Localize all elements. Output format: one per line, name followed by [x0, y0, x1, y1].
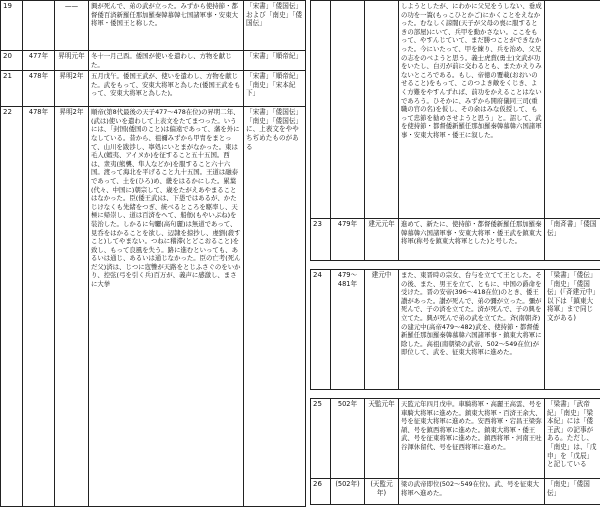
row-era: 昇明元年	[55, 51, 89, 71]
row-year: 502年	[331, 399, 365, 479]
table-row	[1, 71, 306, 107]
row-year: 479〜481年	[331, 270, 365, 390]
row-year: 479年	[331, 219, 365, 261]
row-source: 「梁書」「武帝紀」「南史」「梁本紀」には「倭王武」の記事がある。ただし、「南史」は、「戊申」を「戊辰」と記している	[545, 399, 600, 479]
row-text: 興が死んで、弟の武が立った。みずから使持節・都督倭百済新羅任那加羅秦韓慕韓七国諸軍事・安東大将軍・倭国王と称した。	[89, 1, 244, 51]
row-era: (天監元年)	[365, 479, 399, 505]
row-era: 昇明2年	[55, 107, 89, 507]
row-source: 「南史」「倭国伝」	[545, 479, 600, 505]
row-source: 「宋書」「倭国伝」および「南史」「倭国伝」	[244, 1, 306, 51]
row-text: 梁の武帝即位(502〜549在位)。武、号を征東大将軍へ進めた。	[399, 479, 545, 505]
row-number: 21	[1, 71, 23, 107]
row-text: 冬十一月己酉。倭国が使いを遣わし、方物を献じた。	[89, 51, 244, 71]
row-era: 建元中	[365, 270, 399, 390]
row-text: 五月戊午。倭国王武が、使いを遣わし、方物を献じた。武をもって、安東大将軍と為した(倭国王武をもって、安東大将軍と為した)。	[89, 71, 244, 107]
row-era: 昇明2年	[55, 71, 89, 107]
history-table-right	[310, 0, 600, 505]
row-text: 進めて、新たに、使持節・都督倭新羅任那加羅秦韓慕韓六国諸軍事・安東大将軍・倭王武を鎮東大将軍(称号を鎮東大将軍とした)と号した。	[399, 219, 545, 261]
row-source: 「宋書」「倭国伝」「南史」「倭国伝」に、上表文をややちぢめたものがある	[244, 107, 306, 507]
row-year: 478年	[23, 107, 55, 507]
row-year	[23, 1, 55, 51]
row-number: 23	[311, 219, 331, 261]
row-year: (502年)	[331, 479, 365, 505]
row-era: ——	[55, 1, 89, 51]
row-source: 「宋書」「順帝紀」	[244, 51, 306, 71]
table-gap	[311, 390, 600, 399]
row-number: 19	[1, 1, 23, 51]
table-gap	[311, 261, 600, 270]
table-row	[311, 1, 600, 219]
row-number: 26	[311, 479, 331, 505]
row-year: 477年	[23, 51, 55, 71]
table-row	[311, 270, 600, 390]
row-text: また、東晋時の宗女、台与を立てて王とした。その後、また、男王を立て、ともに、中国の爵命を受けた。晋の安帝(396〜418在位)のとき、倭王讃があった。讃が死んで、弟の彌が立った。彌が死んで、子の済を立てた。済が死んで、子の興を立てた。興が死んで弟の武を立てた。斉(南朝斉)の建元中(高帝479〜482)武を、使持節・都督倭新羅任那加羅秦韓慕韓六国諸軍事・鎮東大将軍に除した。高祖(南朝梁の武帝、502〜549在位)が即位して、武を、征東大将軍に進めた。	[399, 270, 545, 390]
row-era	[365, 1, 399, 219]
row-number: 24	[311, 270, 331, 390]
row-source: 「南斉書」「倭国伝」	[545, 219, 600, 261]
row-source: 「宋書」「順帝紀」「南史」「宋本紀 下」	[244, 71, 306, 107]
row-era: 建元元年	[365, 219, 399, 261]
table-row	[1, 107, 306, 507]
row-text: 順帝(第8代最後の天子477〜478在位)の昇明二年、(武は)使いを遣わして上表文をたてまつった。いうには、「封国(倭国のこと)は偏遠であって、藩を外になしている。昔から、祖禰みずから甲冑をまとって、山川を跋渉し、寧処にいとまがなかった。東は毛人(蝦夷、アイヌか)を征すること五十五国。西は、衆夷(熊襲、隼人などか)を服すること六十六国。渡って海北を平げること九十五国。王道は融泰であって、土を(ひろ)め、畿をはるかにした。累葉(代々、中国に)朝宗して、歳をたがえあやまることはなかった。臣(倭王武)は、下愚ではあるが、かたじけなくも先緒をつぎ、統べるところを駆率し、天極に帰崇し、道は百済をへて、船舫(もやいぶね)を装治した。しかるに句驪(高句麗)は無道であって、見呑をはかることを欲し、辺隷を掠抄し、虔劉(殺すこと)してやまない。つねに稽滞(とどこおること)を致し、もって良風を失う。路に進むといっても、あるいは通じ、あるいは通じなかった。臣の亡考(死んだ父)済は、じつに寇讐が天路をとじふさぐのをいかり、控弦(弓を引く兵)百万が、義声に感激し、まさに大挙	[89, 107, 244, 507]
row-year	[331, 1, 365, 219]
row-year: 478年	[23, 71, 55, 107]
row-era: 天監元年	[365, 399, 399, 479]
right-page	[310, 0, 600, 513]
table-row	[311, 219, 600, 261]
row-number: 25	[311, 399, 331, 479]
row-source: 「梁書」「倭伝」「南史」「倭国伝」(「斉建元中」以下は「鎮東大将軍」まで同じ文がある)	[545, 270, 600, 390]
table-row	[311, 479, 600, 505]
row-text: 天監元年四月戊申。車騎将軍・高麗王高雲、号を車騎大将軍に進めた。鎮東大将軍・百済王余大、号を征東大将軍に進めた。安西将軍・宕昌王梁弥頡、号を鎮西将軍に進めた。鎮東大将軍・倭王武、号を征東将軍に進めた。鎮西将軍・河南王吐谷渾休留代、号を征西将軍に進めた。	[399, 399, 545, 479]
row-source	[545, 1, 600, 219]
table-row	[1, 1, 306, 51]
table-row	[1, 51, 306, 71]
row-text: しようとしたが、にわかに父兄をうしない、垂成の功を一簣(もっこひとかご)にかくことをえなかった。むなしく諒闇(天子が父母の喪に服するときの部屋)にいて、兵甲を動かさない。ここをもって、やすんじていて、まだ勝つことができなかった。今にいたって、甲を練り、兵を治め、父兄の志をのべようと思う。義士虎賁(勇士)文武が功をいたし、白刃が前に交わるとも、またかえりみないところである。もし、帝徳の覆載(おおいのせること)をもって、このつよき敵をくじき、よく方難をやすんずれば、前功をかえることはないであろう。ひそかに、みずから開府儀同三司(重職の官の名)を仮し、その余はみな仮授して、もって忠節を勧めさせようと思う」と。詔して、武を使持節・都督倭新羅任那加羅秦韓慕韓六国諸軍事・安東大将軍・倭王に叙した。	[399, 1, 545, 219]
row-number	[311, 1, 331, 219]
table-row	[311, 399, 600, 479]
row-number: 22	[1, 107, 23, 507]
row-number: 20	[1, 51, 23, 71]
